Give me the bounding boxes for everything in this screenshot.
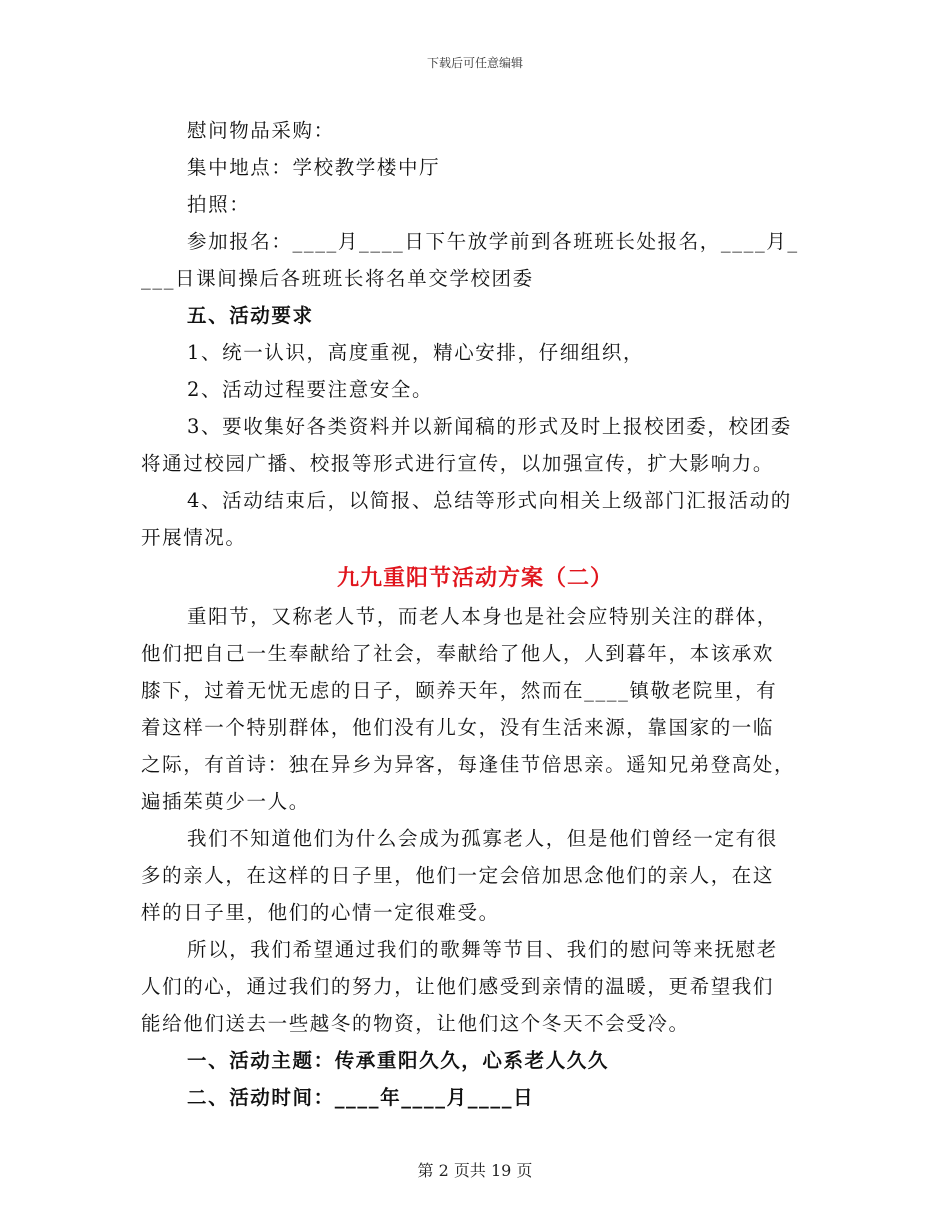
paragraph-line: 着这样一个特别群体，他们没有儿女，没有生活来源，靠国家的一临 xyxy=(141,716,775,739)
paragraph-line: 他们把自己一生奉献给了社会，奉献给了他人，人到暮年，本该承欢 xyxy=(141,642,775,665)
paragraph-line: 重阳节，又称老人节，而老人本身也是社会应特别关注的群体， xyxy=(187,605,778,628)
activity-time: 二、活动时间：____年____月____日 xyxy=(187,1086,535,1109)
list-item: 3、要收集好各类资料并以新闻稿的形式及时上报校团委，校团委 xyxy=(187,415,792,438)
page-footer: 第 2 页共 19 页 xyxy=(417,1161,533,1180)
text-line: 参加报名：____月____日下午放学前到各班班长处报名，____月_ xyxy=(187,230,799,253)
list-item-continuation: 将通过校园广播、校报等形式进行宣传，以加强宣传，扩大影响力。 xyxy=(141,452,775,475)
paragraph-line: 我们不知道他们为什么会成为孤寡老人，但是他们曾经一定有很 xyxy=(187,827,778,850)
paragraph-line: 遍插茱萸少一人。 xyxy=(141,790,310,813)
text-line: 拍照： xyxy=(187,193,251,216)
list-item-continuation: 开展情况。 xyxy=(141,526,247,549)
document-body xyxy=(141,112,809,1116)
text-line: 慰问物品采购： xyxy=(187,119,335,142)
list-item: 2、活动过程要注意安全。 xyxy=(187,378,434,401)
list-item: 1、统一认识，高度重视，精心安排，仔细组织， xyxy=(187,341,645,364)
paragraph-line: 多的亲人，在这样的日子里，他们一定会倍加思念他们的亲人，在这 xyxy=(141,864,775,887)
text-line: ___日课间操后各班班长将名单交学校团委 xyxy=(141,267,534,290)
paragraph-line: 人们的心，通过我们的努力，让他们感受到亲情的温暖，更希望我们 xyxy=(141,975,775,998)
text-line: 集中地点：学校教学楼中厅 xyxy=(187,156,441,179)
paragraph-line: 能给他们送去一些越冬的物资，让他们这个冬天不会受冷。 xyxy=(141,1012,690,1035)
paragraph-line: 所以，我们希望通过我们的歌舞等节目、我们的慰问等来抚慰老 xyxy=(187,938,778,961)
page-header: 下载后可任意编辑 xyxy=(426,56,523,70)
activity-theme: 一、活动主题：传承重阳久久，心系老人久久 xyxy=(187,1049,610,1072)
section-title: 九九重阳节活动方案（二） xyxy=(336,565,613,591)
paragraph-line: 样的日子里，他们的心情一定很难受。 xyxy=(141,901,500,924)
paragraph-line: 之际，有首诗：独在异乡为异客，每逢佳节倍思亲。遥知兄弟登高处， xyxy=(141,753,796,776)
paragraph-line: 膝下，过着无忧无虑的日子，颐养天年，然而在____镇敬老院里，有 xyxy=(141,679,778,702)
section-heading: 五、活动要求 xyxy=(187,304,314,327)
list-item: 4、活动结束后，以简报、总结等形式向相关上级部门汇报活动的 xyxy=(187,489,792,512)
